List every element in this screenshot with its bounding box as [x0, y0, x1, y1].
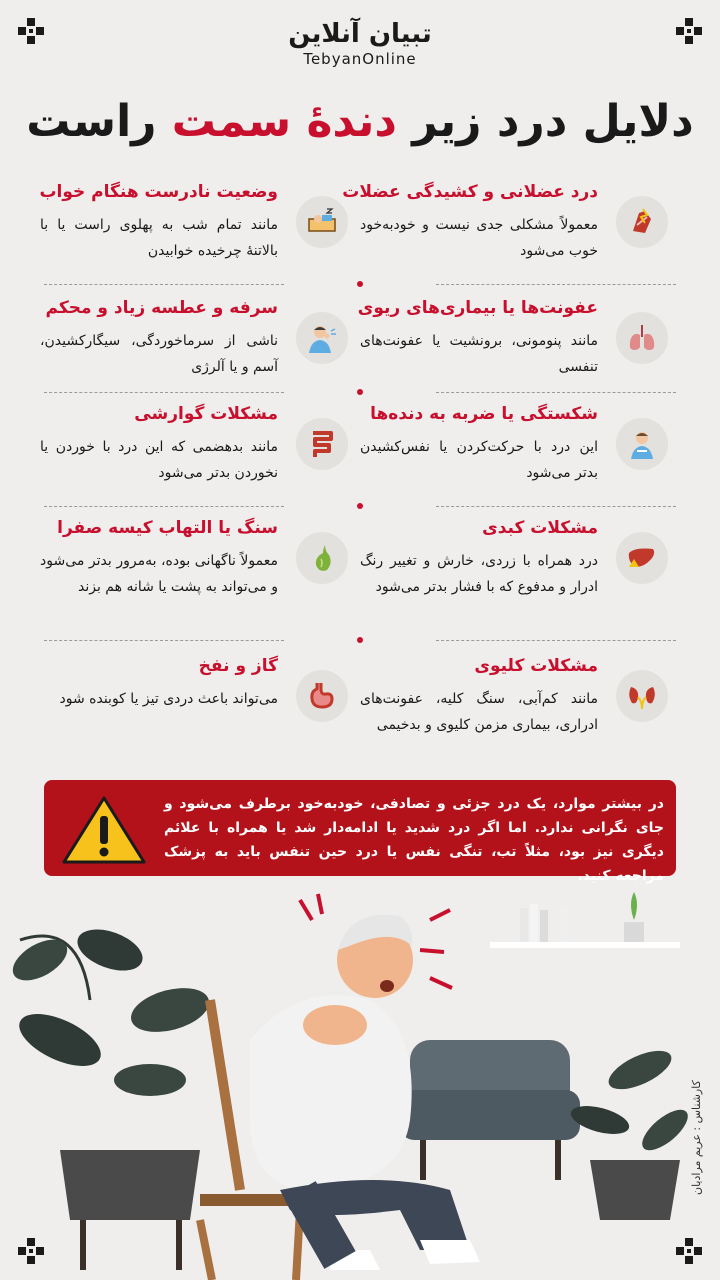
- title-part-2: دندهٔ سمت: [171, 96, 397, 147]
- title-part-1: دلایل درد زیر: [396, 96, 694, 147]
- cause-description: درد همراه با زردی، خارش و تغییر رنگ ادرار و مدفوع که با فشار بدتر می‌شود: [360, 553, 598, 595]
- cause-card-gallbladder: [40, 516, 360, 622]
- separator: [436, 392, 676, 393]
- cause-description: معمولاً مشکلی جدی نیست و خودبه‌خود خوب می‌شود: [360, 217, 598, 259]
- kidney-icon: [616, 670, 668, 722]
- divider-dot: [357, 637, 363, 643]
- muscle-icon: [616, 196, 668, 248]
- cause-card-gas: [40, 654, 360, 760]
- cause-title: مشکلات گوارشی: [134, 404, 278, 424]
- cause-description: مانند تمام شب به پهلوی راست یا با بالاتنهٔ چرخیده خوابیدن: [40, 217, 278, 259]
- separator: [436, 284, 676, 285]
- cause-description: ناشی از سرماخوردگی، سیگارکشیدن، آسم و یا آلرژی: [40, 333, 278, 375]
- cause-title: مشکلات کبدی: [482, 518, 598, 538]
- page-title: [0, 92, 720, 152]
- cause-title: سنگ یا التهاب کیسه صفرا: [57, 518, 278, 538]
- cause-description: معمولاً ناگهانی بوده، به‌مرور بدتر می‌شود و می‌تواند به پشت یا شانه هم بزند: [40, 553, 278, 595]
- logo-english: TebyanOnline: [303, 50, 417, 68]
- intestine-icon: [296, 418, 348, 470]
- cause-card-lungs: [357, 296, 680, 402]
- cause-card-muscle: [342, 180, 680, 286]
- cause-title: سرفه و عطسه زیاد و محکم: [45, 298, 278, 318]
- cause-description: این درد با حرکت‌کردن یا نفس‌کشیدن بدتر می‌شود: [360, 439, 598, 481]
- cause-card-liver: [360, 516, 680, 622]
- cause-title: گاز و نفخ: [198, 656, 278, 676]
- divider-dot: [357, 281, 363, 287]
- cause-card-kidney: [360, 654, 680, 760]
- man-with-rib-pain-illustration: [0, 890, 720, 1280]
- separator: [44, 284, 284, 285]
- liver-icon: [616, 532, 668, 584]
- sleeping-icon: [296, 196, 348, 248]
- injured-person-icon: [616, 418, 668, 470]
- separator: [44, 506, 284, 507]
- cause-title: وضعیت نادرست هنگام خواب: [39, 182, 278, 202]
- warning-text: در بیشتر موارد، یک درد جزئی و تصادفی، خودبه‌خود برطرف می‌شود و جای نگرانی ندارد. اما اگر درد شدید یا ادامه‌دار شد یا همراه با علائم دیگری نیز بود، مثلاً تب، تنگی نفس یا درد حین تنفس باید به پزشک مراجعه کنید.: [164, 796, 664, 884]
- stomach-icon: [296, 670, 348, 722]
- divider-dot: [357, 503, 363, 509]
- cause-card-cough: [40, 296, 360, 402]
- cause-card-rib-fracture: [360, 402, 680, 508]
- cause-description: می‌تواند باعث دردی تیز یا کوبنده شود: [59, 691, 278, 707]
- divider-dot: [357, 389, 363, 395]
- warning-triangle-icon: [60, 794, 148, 866]
- cause-description: مانند بدهضمی که این درد با خوردن یا نخوردن بدتر می‌شود: [40, 439, 278, 481]
- cause-title: مشکلات کلیوی: [474, 656, 598, 676]
- logo-persian: تبیان آنلاین: [288, 19, 432, 49]
- title-part-3: راست: [26, 96, 172, 147]
- lungs-icon: [616, 312, 668, 364]
- separator: [436, 506, 676, 507]
- cause-title: عفونت‌ها یا بیماری‌های ریوی: [357, 298, 598, 318]
- cause-card-sleep: [40, 180, 360, 286]
- gallbladder-icon: [296, 532, 348, 584]
- coughing-person-icon: [296, 312, 348, 364]
- cause-description: مانند پنومونی، برونشیت یا عفونت‌های تنفسی: [360, 333, 598, 375]
- separator: [44, 392, 284, 393]
- cause-card-digestive: [40, 402, 360, 508]
- cause-title: درد عضلانی و کشیدگی عضلات: [342, 182, 598, 202]
- separator: [436, 640, 676, 641]
- warning-box: [44, 780, 676, 884]
- cause-title: شکستگی یا ضربه به دنده‌ها: [370, 404, 598, 424]
- credit-text: کارشناس : عریم مرادیان: [690, 1080, 703, 1195]
- brand-logo: [0, 18, 720, 68]
- separator: [44, 640, 284, 641]
- cause-description: مانند کم‌آبی، سنگ کلیه، عفونت‌های ادراری، بیماری مزمن کلیوی و بدخیمی: [360, 691, 598, 733]
